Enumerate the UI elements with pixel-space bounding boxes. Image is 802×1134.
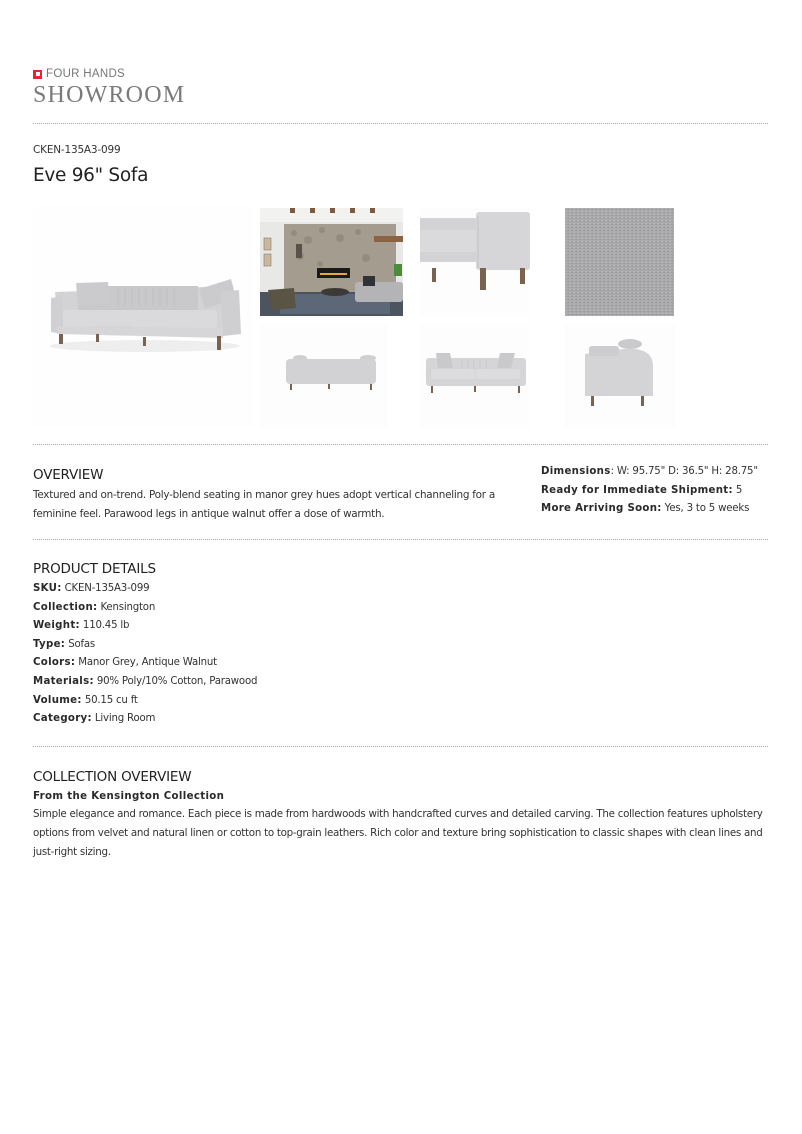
detail-value: Kensington (97, 601, 156, 613)
lifestyle-living-room-image[interactable] (260, 208, 403, 316)
detail-label: Collection: (33, 601, 98, 613)
collection-text (33, 805, 768, 862)
sofa-front-angle-illustration (33, 206, 254, 427)
collection-subheading: From the Kensington Collection (33, 791, 225, 802)
details-divider (33, 746, 768, 747)
detail-label: SKU: (33, 583, 62, 594)
sofa-front-image[interactable] (420, 324, 530, 428)
detail-label: Colors: (33, 657, 76, 669)
sofa-side-image[interactable] (565, 324, 675, 428)
sofa-front-illustration (420, 324, 530, 428)
sofa-arm-detail-image[interactable] (420, 208, 530, 316)
brand-header (33, 68, 185, 108)
dimensions-label: Dimensions (541, 466, 611, 477)
sofa-arm-illustration (420, 208, 530, 316)
detail-row-category (33, 710, 433, 729)
four-hands-logo-icon (33, 70, 42, 79)
living-room-illustration (260, 208, 403, 316)
product-sku: CKEN-135A3-099 (33, 144, 121, 156)
ready-shipment-row (541, 482, 776, 501)
detail-row-volume (33, 692, 433, 711)
detail-value: 110.45 lb (79, 620, 130, 632)
detail-label: Type: (33, 638, 66, 650)
detail-row-materials (33, 673, 433, 692)
detail-value: Manor Grey, Antique Walnut (75, 657, 217, 669)
detail-value: 50.15 cu ft (81, 694, 138, 706)
sofa-back-illustration (260, 324, 387, 428)
fabric-swatch-texture (565, 208, 674, 316)
arriving-soon-label: More Arriving Soon: (541, 503, 662, 514)
detail-label: Volume: (33, 694, 82, 706)
detail-row-collection (33, 599, 433, 618)
detail-label: Category: (33, 713, 92, 725)
overview-heading: OVERVIEW (33, 467, 104, 483)
arriving-soon-value: Yes, 3 to 5 weeks (661, 503, 750, 514)
arriving-soon-row (541, 500, 776, 519)
detail-row-colors (33, 654, 433, 673)
gallery-divider (33, 444, 768, 445)
collection-text-line-3: just-right sizing. (33, 846, 111, 858)
overview-divider (33, 539, 768, 540)
collection-text-line-1: Simple elegance and romance. Each piece is made from hardwoods with handcrafted curves and detailed carving. The collection features upholstery (33, 808, 763, 820)
fabric-swatch-image[interactable] (565, 208, 674, 316)
product-image-gallery (33, 206, 683, 428)
detail-label: Weight: (33, 620, 80, 632)
dimensions-value: : W: 95.75" D: 36.5" H: 28.75" (610, 466, 758, 477)
detail-value: 90% Poly/10% Cotton, Parawood (93, 675, 258, 687)
detail-value: CKEN-135A3-099 (61, 583, 150, 594)
sofa-back-image[interactable] (260, 324, 387, 428)
sofa-front-angle-image[interactable] (33, 206, 254, 427)
product-details-section (33, 561, 433, 729)
product-title: Eve 96" Sofa (33, 165, 149, 186)
overview-text: Textured and on-trend. Poly-blend seating in manor grey hues adopt vertical channeling for a feminine feel. Parawood legs in antique walnut offer a dose of warmth. (33, 489, 495, 520)
showroom-title: SHOWROOM (33, 82, 186, 108)
overview-section (33, 467, 503, 524)
brand-name: FOUR HANDS (46, 68, 126, 80)
ready-shipment-value: 5 (732, 484, 743, 496)
detail-row-sku (33, 580, 433, 599)
detail-label: Materials: (33, 675, 94, 687)
detail-row-weight (33, 617, 433, 636)
detail-value: Sofas (65, 638, 96, 650)
sofa-side-illustration (565, 324, 675, 428)
ready-shipment-label: Ready for Immediate Shipment: (541, 484, 733, 496)
quick-specs (541, 463, 776, 519)
detail-row-type (33, 636, 433, 655)
collection-overview-section (33, 769, 768, 862)
dimensions-row (541, 463, 776, 482)
product-details-heading: PRODUCT DETAILS (33, 561, 156, 577)
collection-overview-heading: COLLECTION OVERVIEW (33, 769, 192, 785)
collection-text-line-2: options from velvet and natural linen or cotton to top-grain leathers. Rich color and texture bring sophistication to classic shapes with clean lines and (33, 827, 763, 839)
detail-value: Living Room (91, 713, 156, 725)
header-divider (33, 123, 768, 124)
